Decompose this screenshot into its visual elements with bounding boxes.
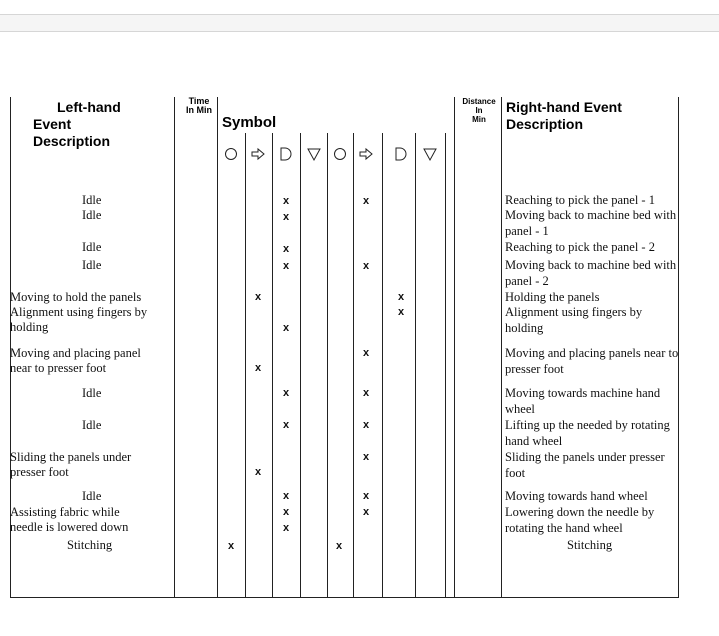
left-event: Idle: [82, 258, 102, 272]
right-event: Moving and placing panels near to presser foot: [505, 346, 679, 376]
symbol-mark: x: [397, 291, 405, 303]
symbol-header: Symbol: [222, 114, 277, 131]
header-text: Left-hand: [57, 99, 121, 115]
symbol-mark: x: [282, 387, 290, 399]
symbol-mark: x: [254, 362, 262, 374]
table-border-bottom: [10, 597, 679, 598]
time-header: [183, 97, 215, 115]
arrow-right-icon: [359, 146, 373, 162]
right-hand-header: [506, 99, 622, 133]
symbol-mark: x: [362, 506, 370, 518]
left-event: Idle: [82, 386, 102, 400]
top-bar: [0, 14, 719, 32]
column-divider: [415, 133, 416, 597]
column-divider: [501, 97, 502, 597]
left-event: Stitching: [67, 538, 113, 552]
left-event: holding: [10, 320, 49, 334]
distance-header: [458, 97, 500, 124]
right-event: Reaching to pick the panel - 1: [505, 193, 655, 207]
header-text: Description: [33, 133, 111, 149]
column-divider: [245, 133, 246, 597]
symbol-mark: x: [227, 540, 235, 552]
right-event: Moving back to machine bed with panel - 1: [505, 208, 677, 238]
symbol-mark: x: [282, 195, 290, 207]
symbol-mark: x: [282, 490, 290, 502]
symbol-mark: x: [282, 243, 290, 255]
left-event: Idle: [82, 489, 102, 503]
header-text: Distance: [462, 97, 496, 106]
circle-icon: [333, 146, 347, 162]
symbol-mark: x: [362, 387, 370, 399]
left-event: Idle: [82, 208, 102, 222]
header-text: Time: [188, 96, 210, 106]
right-event: Moving towards hand wheel: [505, 489, 648, 503]
right-event: Lifting up the needed by rotating hand wheel: [505, 418, 670, 448]
right-event: Moving towards machine hand wheel: [505, 386, 661, 416]
column-divider: [454, 97, 455, 597]
symbol-mark: x: [362, 260, 370, 272]
header-text: In: [475, 106, 483, 115]
left-event: Idle: [82, 240, 102, 254]
left-event: Sliding the panels under: [10, 450, 132, 464]
header-text: Min: [472, 115, 486, 124]
symbol-mark: x: [282, 522, 290, 534]
triangle-down-icon: [307, 146, 321, 162]
right-event: Reaching to pick the panel - 2: [505, 240, 655, 254]
header-text: Description: [506, 116, 584, 132]
left-event: Moving and placing panel: [10, 346, 141, 360]
right-event: Alignment using fingers by holding: [505, 305, 643, 335]
symbol-mark: x: [335, 540, 343, 552]
header-text: In Min: [186, 105, 212, 115]
column-divider: [353, 133, 354, 597]
right-event: Sliding the panels under presser foot: [505, 450, 665, 480]
symbol-mark: x: [397, 306, 405, 318]
symbol-mark: x: [282, 260, 290, 272]
symbol-mark: x: [254, 291, 262, 303]
right-event: Lowering down the needle by rotating the hand wheel: [505, 505, 655, 535]
column-divider: [174, 97, 175, 597]
header-text: Right-hand Event: [506, 99, 622, 115]
right-event: Stitching: [567, 538, 613, 552]
left-event: Idle: [82, 418, 102, 432]
column-divider: [217, 97, 218, 597]
header-text: Event: [33, 116, 72, 132]
arrow-right-icon: [251, 146, 265, 162]
symbol-mark: x: [282, 506, 290, 518]
left-hand-header: [33, 99, 158, 150]
symbol-mark: x: [254, 466, 262, 478]
left-event: Assisting fabric while: [10, 505, 120, 519]
d-shape-icon: [279, 146, 293, 162]
d-shape-icon: [394, 146, 408, 162]
symbol-mark: x: [362, 490, 370, 502]
right-event: Moving back to machine bed with panel - 2: [505, 258, 677, 288]
symbol-mark: x: [282, 211, 290, 223]
left-event: needle is lowered down: [10, 520, 129, 534]
symbol-mark: x: [282, 419, 290, 431]
circle-icon: [224, 146, 238, 162]
symbol-mark: x: [362, 451, 370, 463]
left-event: Moving to hold the panels: [10, 290, 142, 304]
column-divider: [300, 133, 301, 597]
column-divider: [382, 133, 383, 597]
symbol-mark: x: [362, 419, 370, 431]
column-divider: [327, 133, 328, 597]
left-event: presser foot: [10, 465, 69, 479]
column-divider: [272, 133, 273, 597]
column-divider: [445, 133, 446, 597]
symbol-mark: x: [362, 347, 370, 359]
left-event: Alignment using fingers by: [10, 305, 148, 319]
symbol-mark: x: [362, 195, 370, 207]
right-event: Holding the panels: [505, 290, 600, 304]
symbol-mark: x: [282, 322, 290, 334]
left-event: Idle: [82, 193, 102, 207]
left-event: near to presser foot: [10, 361, 107, 375]
triangle-down-icon: [423, 146, 437, 162]
